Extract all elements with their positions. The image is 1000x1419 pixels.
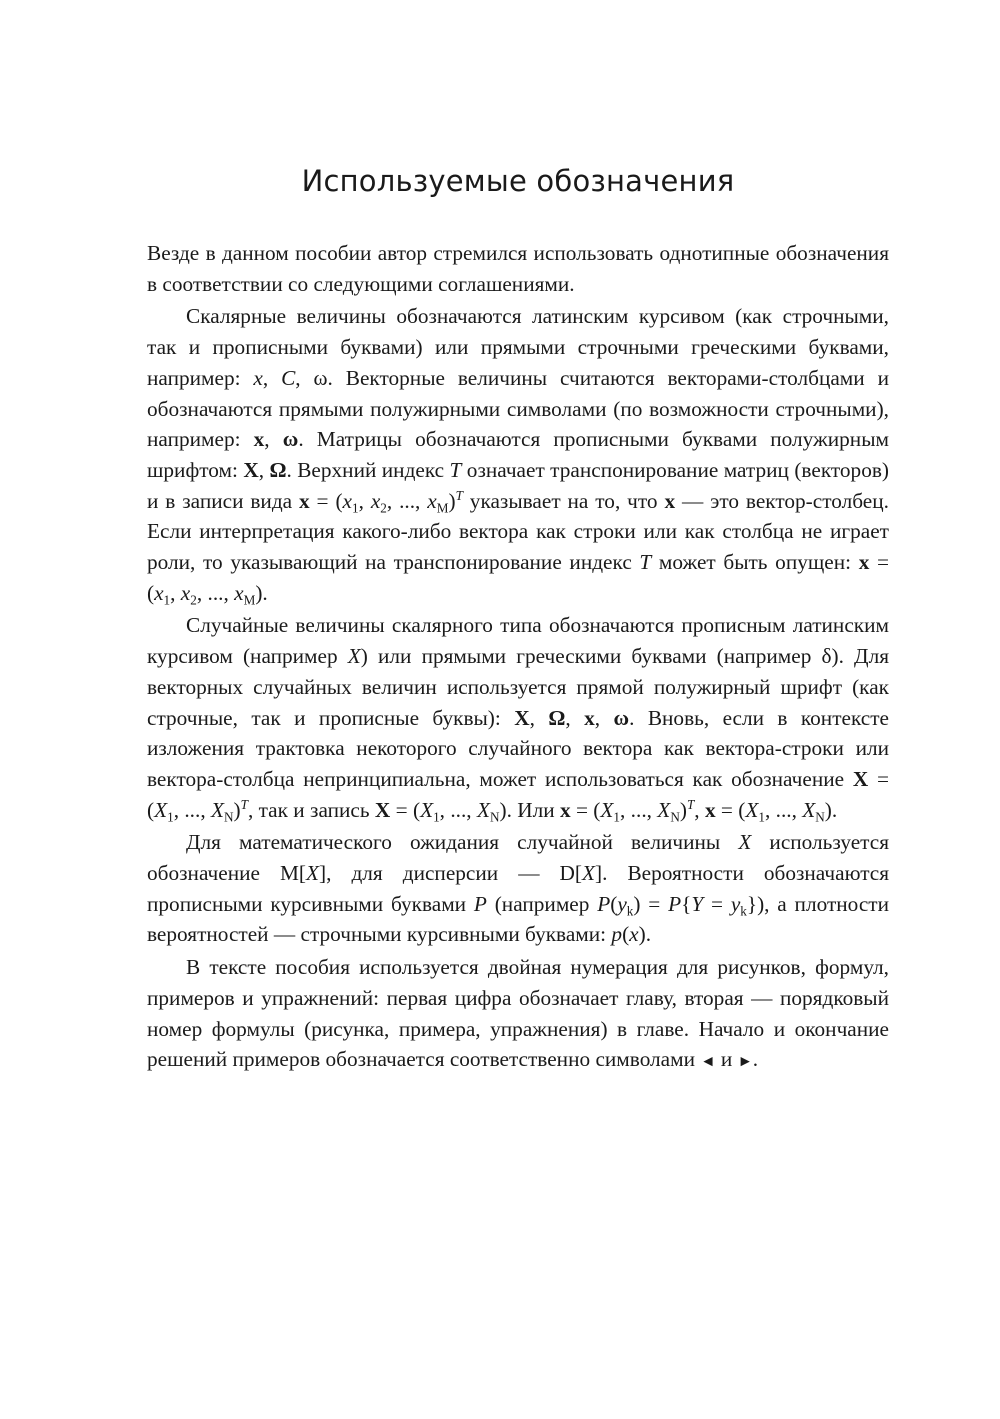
math-symbol: 1 [758, 809, 765, 825]
text-run: Скалярные величины обозначаются латинским курсивом (как строчными, так и прописными буквами) или прямыми строчными греческими буквами, например: [147, 304, 889, 390]
text-run: используется обозначение M[ [147, 830, 889, 886]
math-symbol: X [306, 861, 320, 886]
text-run: = [703, 891, 731, 916]
math-symbol: T [639, 550, 652, 575]
math-symbol: 1 [163, 592, 171, 608]
math-symbol: M [243, 592, 256, 608]
math-symbol: P [473, 891, 487, 916]
math-symbol: k [626, 903, 634, 919]
text-run: , [170, 580, 181, 605]
math-symbol: ω [613, 705, 630, 730]
text-run: , [565, 705, 585, 730]
math-symbol: x [584, 705, 595, 730]
paragraph [147, 952, 889, 1078]
math-symbol: P [668, 891, 682, 916]
text-run: ) или прямыми греческими буквами (например δ). Для векторных случайных величин используется прямой полужирный шрифт (как строчные, так и прописные буквы): [147, 644, 890, 730]
math-symbol: x [253, 365, 263, 390]
triangle-marker-icon: ◄ [700, 1053, 716, 1071]
text-run: . [752, 1047, 759, 1072]
math-symbol: 2 [190, 592, 197, 608]
text-run: = ( [570, 797, 601, 822]
text-run: ], для дисперсии — D[ [319, 861, 582, 886]
text-run: = ( [147, 766, 889, 822]
math-symbol: X [852, 766, 869, 791]
text-run: . Вновь, если в контексте изложения трактовка некоторого случайного вектора как вектора-строки или вектора-столбца непринципиальна, может использоваться как обозначение [147, 705, 889, 791]
math-symbol: 1 [352, 500, 359, 516]
text-run: , [262, 365, 282, 390]
text-run: }), а плотности вероятностей — строчными курсивными буквами: [147, 891, 889, 947]
text-run: { [681, 891, 692, 916]
math-symbol: x [629, 922, 639, 947]
text-run: , [258, 457, 270, 482]
math-symbol: x [342, 488, 352, 513]
math-symbol: X [600, 797, 614, 822]
text-run: — это вектор-столбец. Если интерпретация какого-либо вектора как строки или как столбца не играет роли, то указывающий на транспонирование индекс [147, 488, 889, 575]
text-run: , ω. Векторные величины считаются векторами-столбцами и обозначаются прямыми полужирными символами (по возможности строчными), например: [147, 365, 889, 452]
math-symbol: x [370, 488, 381, 513]
math-symbol: x [154, 580, 164, 605]
text-run: , ..., [620, 797, 658, 822]
math-symbol: T [455, 487, 463, 503]
math-symbol: p [611, 922, 623, 947]
paragraph [147, 238, 889, 299]
text-run: = ( [390, 797, 421, 822]
math-symbol: x [253, 427, 265, 452]
math-symbol: ω [282, 427, 299, 452]
math-symbol: X [154, 797, 168, 822]
math-symbol: X [476, 797, 490, 822]
math-symbol: X [738, 830, 752, 855]
triangle-marker-icon: ► [737, 1053, 753, 1071]
text-run: , [529, 705, 549, 730]
math-symbol: 2 [380, 500, 387, 516]
math-symbol: X [210, 797, 224, 822]
text-run: ). [824, 797, 838, 822]
paragraph [147, 301, 889, 608]
text-run: указывает на то, что [462, 488, 665, 513]
math-symbol: N [224, 809, 234, 825]
math-symbol: T [686, 796, 695, 812]
text-run: ) [233, 797, 241, 822]
paragraph [147, 827, 889, 950]
text-run: , ..., [386, 488, 428, 513]
text-run: = ( [147, 550, 889, 605]
math-symbol: x [180, 580, 191, 605]
math-symbol: X [420, 797, 434, 822]
math-symbol: P [597, 891, 611, 916]
math-symbol: T [449, 457, 462, 482]
text-run: . Верхний индекс [286, 457, 450, 482]
text-run: ( [610, 891, 618, 916]
math-symbol: 1 [433, 809, 440, 825]
math-symbol: 1 [167, 809, 174, 825]
text-run: ) = [633, 891, 669, 916]
math-symbol: 1 [613, 809, 621, 825]
text-run: ). [255, 580, 268, 605]
text-run: , [264, 427, 283, 452]
math-symbol: y [617, 891, 627, 916]
page-title: Используемые обозначения [301, 164, 735, 198]
math-symbol: X [802, 797, 816, 822]
math-symbol: X [582, 861, 596, 886]
math-symbol: N [670, 809, 680, 825]
text-run: ) [679, 797, 687, 822]
math-symbol: C [281, 365, 296, 390]
math-symbol: X [243, 457, 259, 482]
text-run: Случайные величины скалярного типа обозначаются прописным латинским курсивом (например [147, 613, 889, 669]
math-symbol: x [299, 488, 310, 513]
text-run: ( [622, 922, 630, 947]
math-symbol: N [815, 809, 825, 825]
text-run: (например [486, 891, 598, 916]
text-run: , [694, 797, 705, 822]
text-run: ). Или [499, 797, 560, 822]
text-run: и [715, 1047, 738, 1072]
math-symbol: M [436, 500, 449, 516]
text-run: . Матрицы обозначаются прописными буквами полужирным шрифтом: [147, 427, 889, 482]
text-run: , ..., [196, 580, 235, 605]
math-symbol: Y [691, 891, 704, 916]
math-symbol: X [745, 797, 759, 822]
math-symbol: T [240, 796, 248, 812]
text-run: Для математического ожидания случайной величины [186, 830, 739, 855]
text-run: ). [638, 922, 652, 947]
math-symbol: x [559, 797, 571, 822]
text-run: означает транспонирование матриц (векторов) и в записи вида [147, 457, 890, 513]
paragraph [147, 610, 889, 825]
text-run: , [594, 705, 614, 730]
math-symbol: x [704, 797, 716, 822]
math-symbol: x [858, 550, 870, 575]
text-run: , так и запись [247, 797, 375, 822]
math-symbol: X [514, 705, 530, 730]
text-run: , ..., [764, 797, 803, 822]
math-symbol: N [489, 809, 500, 825]
math-symbol: x [234, 580, 244, 605]
text-run: , ..., [173, 797, 211, 822]
math-symbol: X [374, 797, 391, 822]
math-symbol: x [427, 488, 437, 513]
text-run: ) [448, 488, 456, 513]
math-symbol: Ω [269, 457, 287, 482]
text-run: может быть опущен: [651, 550, 859, 575]
text-run: = ( [309, 488, 343, 513]
math-symbol: y [730, 891, 741, 916]
math-symbol: k [740, 903, 747, 919]
text-run: Везде в данном пособии автор стремился использовать однотипные обозначения в соответствии со следующими соглашениями. [147, 241, 889, 296]
math-symbol: Ω [548, 705, 566, 730]
text-run: = ( [715, 797, 746, 822]
text-run: ]. Вероятности обозначаются прописными курсивными буквами [147, 861, 890, 916]
math-symbol: X [657, 797, 671, 822]
text-run: , [358, 488, 371, 513]
math-symbol: x [664, 488, 676, 513]
text-run: , ..., [439, 797, 477, 822]
text-run: В тексте пособия используется двойная нумерация для рисунков, формул, примеров и упражнений: первая цифра обозначает главу, вторая — порядковый номер формулы (рисунка, примера, упражнения) в главе. Начало и окончание решений примеров обозначается соответственно символами [147, 955, 889, 1072]
math-symbol: X [347, 644, 361, 669]
body-text [147, 238, 889, 1078]
